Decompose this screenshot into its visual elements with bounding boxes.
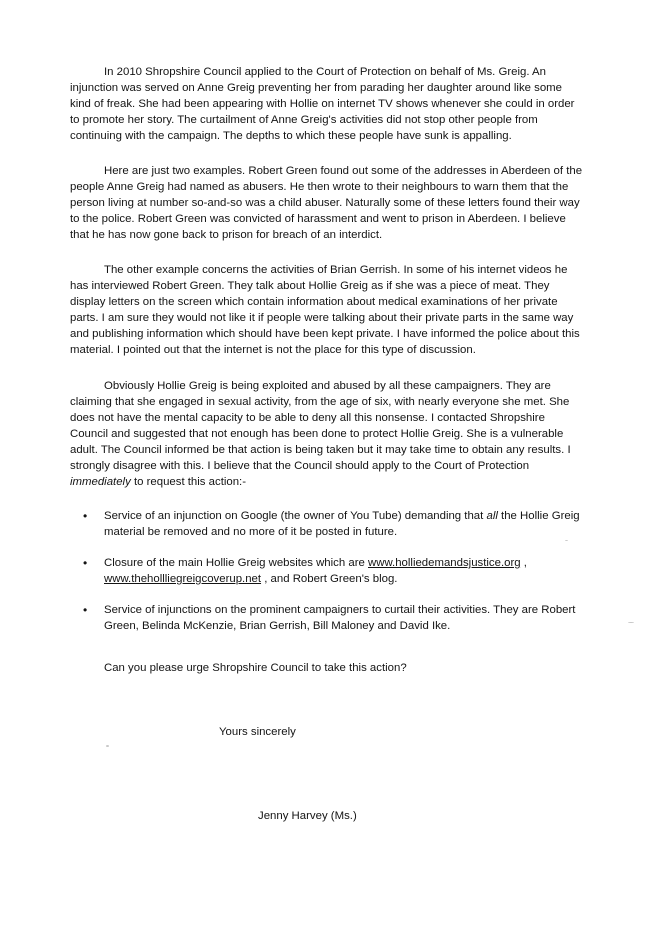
paragraph-text: In 2010 Shropshire Council applied to the Court of Protection on behalf of Ms. Greig. An injunction was served on Anne Greig preventing her from parading her daughter around like some kind of freak. She had been appearing with Hollie on internet TV shows whenever she could in order to promote her story. The curtailment of Anne Greig's activities did not stop other people from continuing with the campaign. The depths to which these people have sunk is appalling. <box>70 66 575 142</box>
paragraph-text: Here are just two examples. Robert Green found out some of the addresses in Aberdeen of the people Anne Greig had named as abusers. He then wrote to their neighbours to warn them that the person living at number so-and-so was a child abuser. Naturally some of these letters found their way to the police. Robert Green was convicted of harassment and went to prison in Aberdeen. I believe that he has now gone back to prison for breach of an interdict. <box>70 165 583 241</box>
website-link-holliedemandsjustice[interactable]: www.holliedemandsjustice.org <box>368 557 521 569</box>
list-item-text: Service of an injunction on Google (the owner of You Tube) demanding that <box>104 510 487 522</box>
paragraph-court-of-protection <box>70 64 585 144</box>
paragraph-exploitation <box>70 378 585 490</box>
scan-speck <box>628 622 634 623</box>
closing-question: Can you please urge Shropshire Council to take this action? <box>104 662 407 674</box>
list-item-injunctions-campaigners <box>70 602 600 634</box>
paragraph-text: Obviously Hollie Greig is being exploited and abused by all these campaigners. They are claiming that she engaged in sexual activity, from the age of six, with nearly everyone she met. She does not have the mental capacity to be able to deny all this nonsense. I contacted Shropshire Council and suggested that not enough has been done to protect Hollie Greig. She is a vulnerable adult. The Council informed be that action is being taken but it may take time to obtain any results. I strongly disagree with this. I believe that the Council should apply to the Court of Protection <box>70 380 571 472</box>
separator-text: , <box>520 557 527 569</box>
scan-speck <box>565 540 568 541</box>
paragraph-brian-gerrish-example <box>70 262 585 358</box>
list-item-text: Closure of the main Hollie Greig websites which are <box>104 557 368 569</box>
list-item-text-end: , and Robert Green's blog. <box>261 573 398 585</box>
paragraph-robert-green-example <box>70 163 585 243</box>
website-link-coverup[interactable]: www.thehollliegreigcoverup.net <box>104 573 262 585</box>
list-item-close-websites <box>70 555 600 587</box>
scan-speck <box>106 745 109 747</box>
list-item-text: Service of injunctions on the prominent campaigners to curtail their activities. They are Robert Green, Belinda McKenzie, Brian Gerrish, Bill Maloney and David Ike. <box>104 604 576 632</box>
emphasis-immediately: immediately <box>70 476 131 488</box>
list-item-injunction-google <box>70 508 600 540</box>
paragraph-text: The other example concerns the activities of Brian Gerrish. In some of his internet videos he has interviewed Robert Green. They talk about Hollie Greig as if she was a piece of meat. They display letters on the screen which contain information about medical examinations of her private parts. I am sure they would not like it if people were talking about their private parts in the same way and publishing information which should have been kept private. I have informed the police about this material. I pointed out that the internet is not the place for this type of discussion. <box>70 264 580 356</box>
list-item-text-end: the Hollie Greig material be removed and no more of it be posted in future. <box>104 510 580 538</box>
signature-name: Jenny Harvey (Ms.) <box>258 810 357 822</box>
signoff: Yours sincerely <box>219 726 296 738</box>
paragraph-text-end: to request this action:- <box>130 476 247 488</box>
emphasis-all: all <box>486 510 498 522</box>
requested-actions-list <box>70 508 600 649</box>
